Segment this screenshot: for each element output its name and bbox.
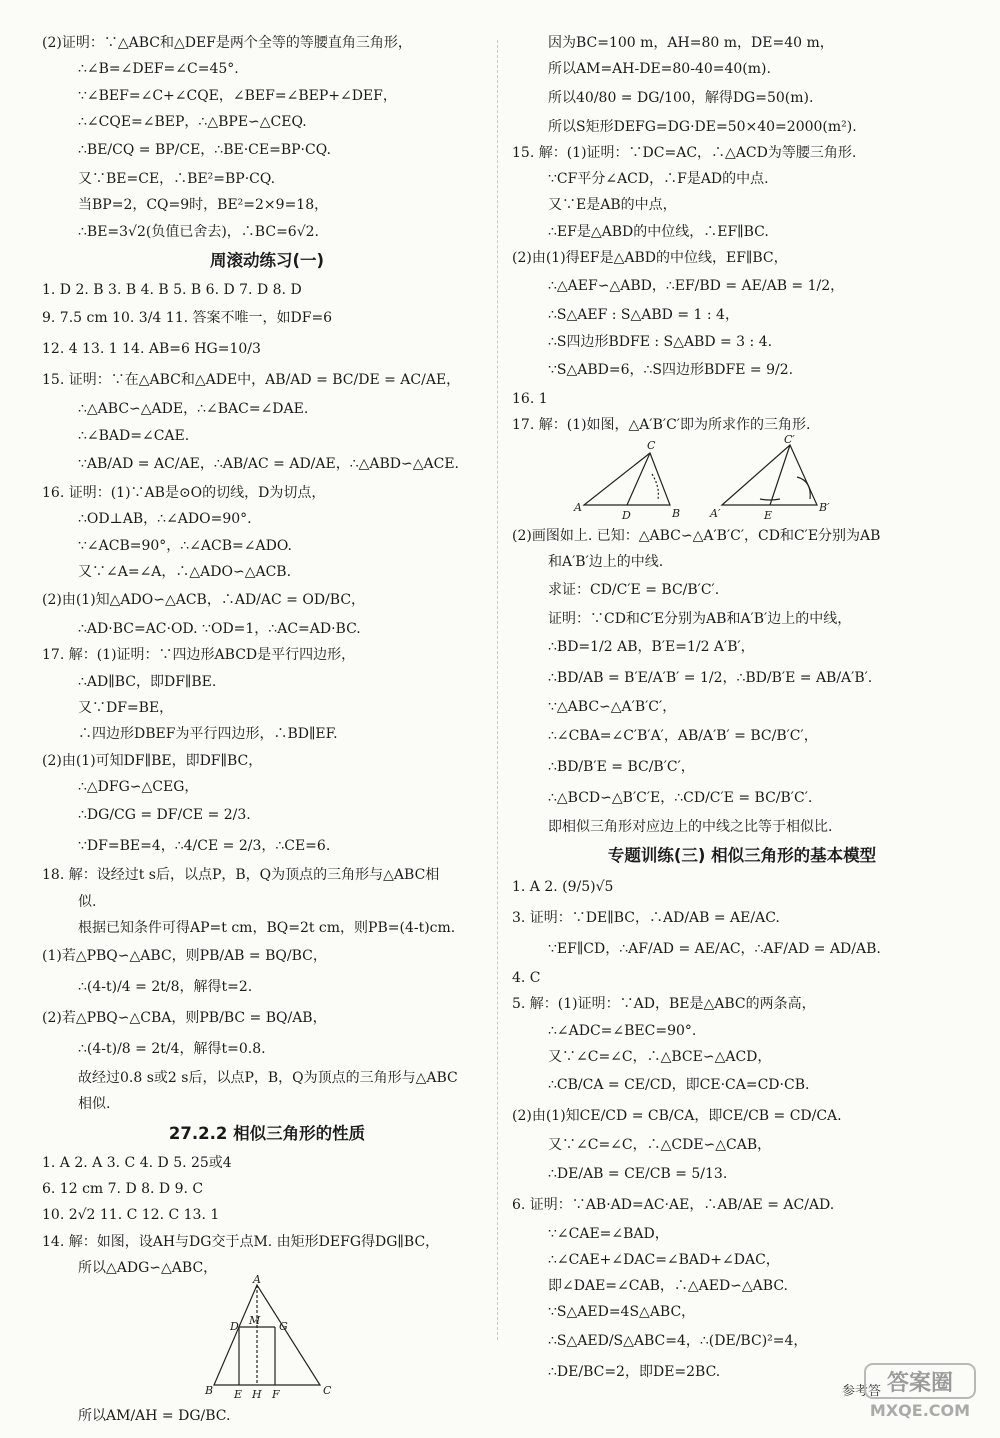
answer-line: ∴S△AED/S△ABC=4，∴(DE/BC)²=4， [548,1332,808,1349]
answer-line: 14. 解：如图，设AH与DG交于点M. 由矩形DEFG得DG∥BC， [42,1233,440,1250]
answer-line: 15. 证明：∵在△ABC和△ADE中，AB/AD = BC/DE = AC/AE， [42,372,461,389]
answer-line: 6. 证明：∵AB·AD=AC·AE，∴AB/AE = AC/AD. [512,1196,835,1213]
answer-line: 所以AM=AH-DE=80-40=40(m). [548,61,771,78]
answer-line: 15. 解：(1)证明：∵DC=AC，∴△ACD为等腰三角形. [512,144,857,161]
answer-line: 根据已知条件可得AP=t cm，BQ=2t cm，则PB=(4-t)cm. [78,919,456,936]
answer-line: 5. 解：(1)证明：∵AD，BE是△ABC的两条高， [512,996,816,1013]
answer-line: (2)画图如上. 已知：△ABC∽△A′B′C′，CD和C′E分别为AB [512,527,881,544]
answer-line: 所以S矩形DEFG=DG·DE=50×40=2000(m²). [548,118,857,135]
answer-line: ∴BD/AB = B′E/A′B′ = 1/2，∴BD/B′E = AB/A′B′. [548,670,873,687]
section-heading: 专题训练(三) 相似三角形的基本模型 [607,846,877,866]
answer-line: ∴DE/BC=2，即DE=2BC. [548,1363,721,1380]
answer-line: 又∵DF=BE， [78,700,174,717]
fig-label: G [279,1320,288,1334]
fig-label: A [574,500,582,514]
left-column [42,30,492,1432]
answer-line: 所以40/80 = DG/100，解得DG=50(m). [548,89,814,106]
answer-line: (2)由(1)得EF是△ABD的中位线，EF∥BC， [512,250,788,267]
answer-block [512,523,972,840]
answer-line: ∴△AEF∽△ABD，∴EF/BD = AE/AB = 1/2， [548,278,845,295]
answer-line: 4. C [512,970,541,987]
fig-label: M [249,1314,261,1328]
answer-line: 证明：∵CD和C′E分别为AB和A′B′边上的中线， [548,611,852,628]
answer-line: 1. A 2. (9/5)√5 [512,879,614,896]
answer-line: ∴CB/CA = CE/CD，即CE·CA=CD·CB. [548,1077,810,1094]
fig-label: E [234,1388,243,1402]
answer-line: 17. 解：(1)如图，△A′B′C′即为所求作的三角形. [512,417,811,434]
answer-block [42,277,492,1118]
answer-line: ∴BE/CQ = BP/CE，∴BE·CE=BP·CQ. [78,142,331,159]
fig-label: D [622,508,631,522]
answer-line: (2)由(1)知△ADO∽△ACB，∴AD/AC = OD/BC， [42,592,366,609]
fig-label: B [672,506,681,520]
answer-line: 又∵∠C=∠C，∴△CDE∽△CAB， [548,1137,772,1154]
answer-line: (2)证明：∵△ABC和△DEF是两个全等的等腰直角三角形， [42,35,412,51]
answer-line: ∴S△AEF : S△ABD = 1 : 4， [548,307,739,324]
answer-line: (1)若△PBQ∽△ABC，则PB/AB = BQ/BC， [42,948,327,965]
answer-line: ∴BD=1/2 AB，B′E=1/2 A′B′， [548,639,755,656]
answer-line: (2)若△PBQ∽△CBA，则PB/BC = BQ/AB， [42,1010,327,1027]
answer-line: 因为BC=100 m，AH=80 m，DE=40 m， [548,35,834,51]
fig-label: B [205,1384,214,1398]
fig-label: F [272,1388,280,1402]
answer-line: ∵AB/AD = AC/AE，∴AB/AC = AD/AE，∴△ABD∽△ACE. [78,455,460,472]
page-footer-label: 参考答 [842,1384,882,1399]
answer-line: 9. 7.5 cm 10. 3/4 11. 答案不唯一，如DF=6 [42,310,333,327]
answer-line: ∵S△AED=4S△ABC， [548,1304,696,1321]
answer-line: ∴∠ADC=∠BEC=90°. [548,1022,697,1039]
answer-line: ∴EF是△ABD的中位线，∴EF∥BC. [548,223,769,240]
answer-line: (2)由(1)知CE/CD = CB/CA，即CE/CB = CD/CA. [512,1108,842,1125]
answer-line: 6. 12 cm 7. D 8. D 9. C [42,1181,204,1198]
answer-line: 又∵∠A=∠A，∴△ADO∽△ACB. [78,563,292,580]
similar-triangles-figure [512,432,972,523]
section-heading: 周滚动练习(一) [209,251,325,271]
triangle-rectangle-figure [42,1273,492,1402]
answer-line: 1. A 2. A 3. C 4. D 5. 25或4 [42,1154,232,1171]
answer-line: ∴四边形DBEF为平行四边形，∴BD∥EF. [78,726,338,743]
answer-line: 又∵E是AB的中点， [548,197,677,214]
answer-block [512,872,972,1388]
answer-line: ∴BE=3√2(负值已舍去)，∴BC=6√2. [78,223,319,240]
fig-label: C [323,1384,332,1398]
answer-line: 17. 解：(1)证明：∵四边形ABCD是平行四边形， [42,647,356,664]
answer-line: 故经过0.8 s或2 s后，以点P，B，Q为顶点的三角形与△ABC [78,1070,458,1087]
answer-line: 12. 4 13. 1 14. AB=6 HG=10/3 [42,341,261,358]
answer-line: ∴△BCD∽△B′C′E，∴CD/C′E = BC/B′C′. [548,789,813,806]
answer-line: ∴S四边形BDFE : S△ABD = 3 : 4. [548,333,773,350]
answer-line: ∴∠B=∠DEF=∠C=45°. [78,61,239,78]
answer-line: ∵∠BEF=∠C+∠CQE，∠BEF=∠BEP+∠DEF， [78,87,397,104]
answer-line: ∵DF=BE=4，∴4/CE = 2/3，∴CE=6. [78,838,331,855]
fig-label: A′ [710,506,721,520]
answer-block [42,30,492,245]
answer-line: 即∠DAE=∠CAB，∴△AED∽△ABC. [548,1278,788,1295]
answer-line: ∴∠CQE=∠BEP，∴△BPE∽△CEQ. [78,113,307,130]
answer-line: 相似. [78,1096,111,1113]
watermark-text: 答案圈 [886,1371,954,1396]
right-column [512,30,972,1388]
answer-line: ∵△ABC∽△A′B′C′， [548,699,677,716]
answer-block [512,30,972,439]
fig-label: H [252,1388,262,1402]
answer-line: ∴(4-t)/8 = 2t/4，解得t=0.8. [78,1041,266,1058]
answer-line: 即相似三角形对应边上的中线之比等于相似比. [548,818,833,835]
answer-line: ∴OD⊥AB，∴∠ADO=90°. [78,511,252,528]
answer-line: ∴△DFG∽△CEG， [78,778,199,795]
answer-line: ∴∠CBA=∠C′B′A′，AB/A′B′ = BC/B′C′， [548,727,818,744]
answer-line: 所以△ADG∽△ABC， [78,1259,218,1276]
watermark-logo [835,1362,985,1422]
answer-line: 所以AM/AH = DG/BC. [78,1408,231,1425]
answer-line: ∴AD∥BC，即DF∥BE. [78,673,217,690]
answer-block [42,1150,492,1281]
answer-line: ∵EF∥CD，∴AF/AD = AE/AC，∴AF/AD = AD/AB. [548,941,881,958]
answer-line: ∴DE/AB = CE/CB = 5/13. [548,1165,728,1182]
svg-text:MXQE.COM: MXQE.COM [869,1401,971,1420]
fig-label: B′ [819,500,830,514]
answer-line: 求证：CD/C′E = BC/B′C′. [548,582,720,599]
answer-line: ∴∠CAE+∠DAC=∠BAD+∠DAC， [548,1251,780,1268]
column-divider [497,40,498,1340]
answer-line: ∴(4-t)/4 = 2t/8，解得t=2. [78,979,253,996]
answer-line: 又∵∠C=∠C，∴△BCE∽△ACD， [548,1048,772,1065]
answer-line: 1. D 2. B 3. B 4. B 5. B 6. D 7. D 8. D [42,282,302,299]
fig-label: D [230,1320,239,1334]
fig-label: C′ [784,432,795,446]
answer-line: 又∵BE=CE，∴BE²=BP·CQ. [78,171,276,188]
answer-line: 16. 1 [512,390,548,407]
fig-label: C [647,438,656,452]
answer-block [42,1401,492,1432]
answer-line: ∵CF平分∠ACD，∴F是AD的中点. [548,171,769,188]
answer-line: 3. 证明：∵DE∥BC，∴AD/AB = AE/AC. [512,910,780,927]
answer-line: 16. 证明：(1)∵AB是⊙O的切线，D为切点， [42,484,326,501]
answer-line: 18. 解：设经过t s后，以点P，B，Q为顶点的三角形与△ABC相 [42,867,440,884]
answer-line: (2)由(1)可知DF∥BE，即DF∥BC， [42,752,263,769]
fig-label: E [764,508,773,522]
section-heading: 27.2.2 相似三角形的性质 [168,1123,366,1143]
answer-line: ∴BD/B′E = BC/B′C′， [548,758,695,775]
answer-line: ∴∠BAD=∠CAE. [78,427,190,444]
answer-line: 似. [78,893,97,910]
answer-line: ∴AD·BC=AC·OD. ∵OD=1，∴AC=AD·BC. [78,621,361,638]
answer-line: ∵∠ACB=90°，∴∠ACB=∠ADO. [78,537,292,554]
fig-label: A [253,1273,261,1287]
answer-line: ∴DG/CG = DF/CE = 2/3. [78,807,251,824]
answer-line: 10. 2√2 11. C 12. C 13. 1 [42,1207,220,1224]
answer-line: ∵∠CAE=∠BAD， [548,1225,669,1242]
answer-line: 和A′B′边上的中线. [548,553,664,570]
answer-line: 当BP=2，CQ=9时，BE²=2×9=18， [78,197,329,214]
answer-line: ∴△ABC∽△ADE，∴∠BAC=∠DAE. [78,401,309,418]
answer-line: ∵S△ABD=6，∴S四边形BDFE = 9/2. [548,361,794,378]
